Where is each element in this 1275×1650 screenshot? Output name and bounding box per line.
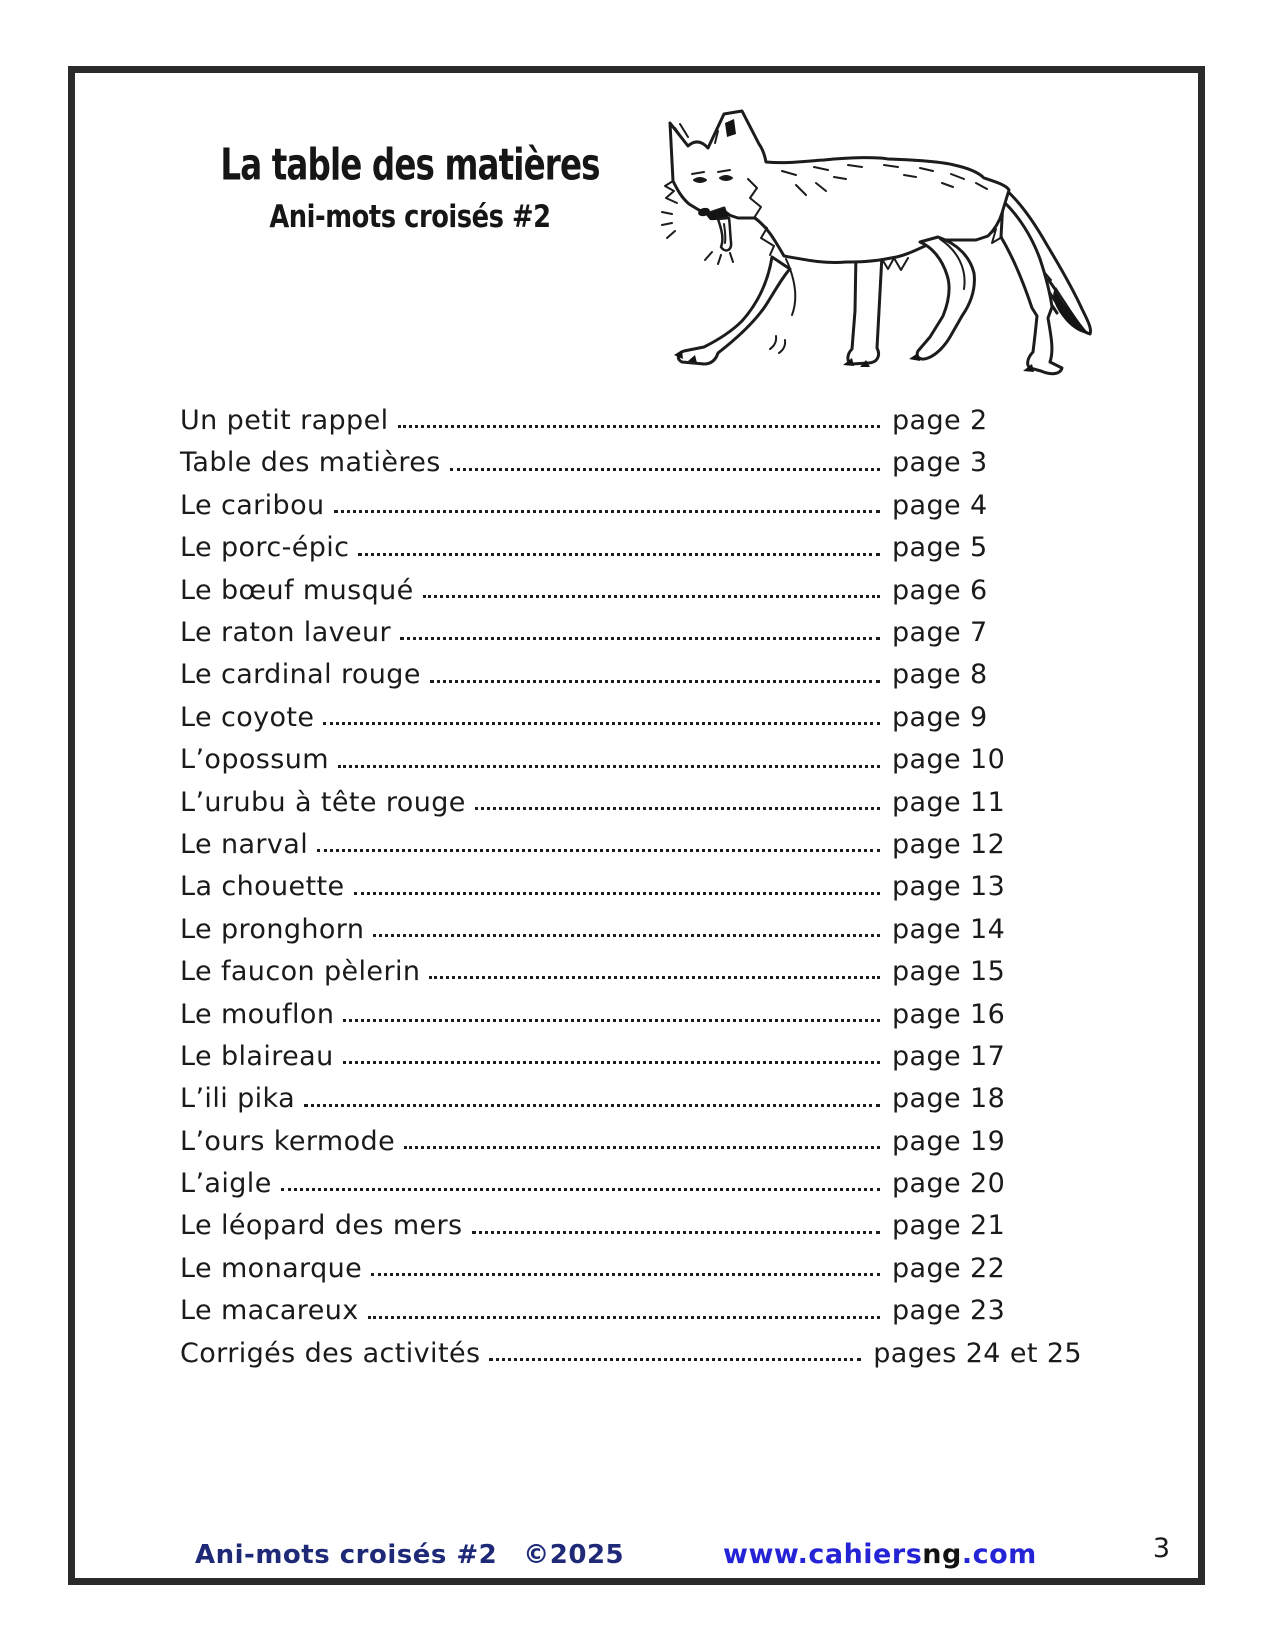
toc-leader-dots	[429, 976, 880, 979]
toc-row	[180, 524, 1082, 566]
toc-leader-dots	[423, 595, 880, 598]
title-block	[165, 139, 655, 235]
page-title: La table des matières	[220, 139, 600, 190]
toc-leader-dots	[371, 1273, 880, 1276]
toc-entry-page: page 12	[892, 828, 1006, 860]
toc-entry-label: L’opossum	[180, 744, 329, 776]
toc-leader-dots	[343, 1019, 880, 1022]
toc-leader-dots	[304, 1104, 880, 1107]
coyote-illustration-icon	[620, 87, 1100, 387]
toc-entry-page: page 15	[892, 956, 1006, 988]
toc-leader-dots	[430, 680, 880, 683]
toc-row	[180, 609, 1082, 651]
table-of-contents	[180, 397, 1082, 1372]
toc-entry-label: Le pronghorn	[180, 913, 365, 945]
toc-entry-label: Le macareux	[180, 1295, 359, 1327]
toc-entry-label: Le caribou	[180, 489, 325, 521]
toc-leader-dots	[354, 892, 880, 895]
toc-row	[180, 1287, 1082, 1329]
toc-leader-dots	[281, 1188, 880, 1191]
toc-leader-dots	[404, 1146, 880, 1149]
toc-row	[180, 1202, 1082, 1244]
toc-entry-label: Le narval	[180, 828, 309, 860]
toc-entry-page: page 8	[892, 659, 988, 691]
website-prefix: www.cahiers	[723, 1539, 923, 1570]
toc-row	[180, 482, 1082, 524]
toc-row	[180, 1330, 1082, 1372]
website-mid: ng	[922, 1539, 962, 1570]
toc-row	[180, 567, 1082, 609]
toc-leader-dots	[450, 468, 880, 471]
toc-entry-page: page 17	[892, 1040, 1006, 1072]
toc-row	[180, 694, 1082, 736]
toc-entry-page: page 23	[892, 1295, 1006, 1327]
footer-copyright: ©2025	[523, 1540, 625, 1570]
toc-leader-dots	[323, 722, 880, 725]
toc-row	[180, 1245, 1082, 1287]
toc-row	[180, 779, 1082, 821]
toc-entry-page: page 14	[892, 913, 1006, 945]
toc-entry-page: page 18	[892, 1083, 1006, 1115]
toc-entry-page: page 10	[892, 744, 1006, 776]
toc-entry-label: Table des matières	[180, 447, 441, 479]
page-border-frame	[68, 66, 1205, 1585]
toc-leader-dots	[373, 934, 880, 937]
toc-entry-label: Un petit rappel	[180, 405, 389, 437]
toc-entry-page: page 3	[892, 447, 988, 479]
toc-entry-label: Le blaireau	[180, 1040, 334, 1072]
toc-entry-page: page 9	[892, 701, 988, 733]
footer-booklet-title: Ani-mots croisés #2	[195, 1540, 498, 1570]
toc-entry-label: Le léopard des mers	[180, 1210, 463, 1242]
toc-leader-dots	[368, 1316, 880, 1319]
toc-leader-dots	[334, 510, 880, 513]
toc-row	[180, 439, 1082, 481]
toc-row	[180, 821, 1082, 863]
toc-entry-page: page 20	[892, 1168, 1006, 1200]
toc-leader-dots	[400, 637, 880, 640]
toc-entry-label: L’urubu à tête rouge	[180, 786, 466, 818]
footer-left	[195, 1540, 624, 1570]
toc-entry-page: page 19	[892, 1125, 1006, 1157]
toc-entry-label: Le faucon pèlerin	[180, 956, 421, 988]
toc-row	[180, 736, 1082, 778]
toc-entry-label: Le cardinal rouge	[180, 659, 421, 691]
toc-row	[180, 1160, 1082, 1202]
toc-row	[180, 948, 1082, 990]
toc-entry-page: page 22	[892, 1252, 1006, 1284]
toc-leader-dots	[358, 553, 880, 556]
toc-entry-label: La chouette	[180, 871, 345, 903]
toc-entry-page: page 4	[892, 489, 988, 521]
toc-leader-dots	[338, 765, 880, 768]
toc-entry-page: page 5	[892, 532, 988, 564]
toc-leader-dots	[343, 1061, 880, 1064]
toc-entry-page: page 13	[892, 871, 1006, 903]
toc-entry-page: page 7	[892, 617, 988, 648]
toc-entry-label: Corrigés des activités	[180, 1337, 481, 1369]
toc-row	[180, 863, 1082, 905]
page-number: 3	[1152, 1533, 1170, 1564]
toc-entry-page: page 21	[892, 1210, 1006, 1242]
toc-entry-page: pages 24 et 25	[873, 1337, 1082, 1369]
toc-entry-page: page 2	[892, 405, 988, 437]
toc-leader-dots	[398, 425, 881, 428]
toc-leader-dots	[475, 807, 880, 810]
toc-entry-label: Le coyote	[180, 701, 315, 733]
toc-entry-label: Le bœuf musqué	[180, 574, 414, 606]
toc-entry-page: page 16	[892, 998, 1006, 1030]
website-suffix: .com	[961, 1539, 1037, 1570]
toc-entry-page: page 11	[892, 786, 1006, 818]
footer-website	[723, 1539, 1037, 1570]
toc-entry-label: Le monarque	[180, 1252, 363, 1284]
toc-row	[180, 1075, 1082, 1117]
toc-row	[180, 1033, 1082, 1075]
toc-entry-label: Le porc-épic	[180, 532, 350, 564]
toc-row	[180, 397, 1082, 439]
toc-leader-dots	[489, 1358, 861, 1361]
toc-row	[180, 906, 1082, 948]
toc-entry-label: Le mouflon	[180, 998, 335, 1030]
toc-row	[180, 1118, 1082, 1160]
toc-row	[180, 651, 1082, 693]
toc-row	[180, 990, 1082, 1032]
toc-entry-page: page 6	[892, 574, 988, 606]
page-subtitle: Ani-mots croisés #2	[269, 198, 551, 235]
toc-leader-dots	[472, 1231, 880, 1234]
toc-leader-dots	[317, 849, 880, 852]
toc-entry-label: L’ours kermode	[180, 1125, 396, 1157]
toc-entry-label: Le raton laveur	[180, 617, 392, 648]
toc-entry-label: L’ili pika	[180, 1083, 296, 1115]
toc-entry-label: L’aigle	[180, 1168, 272, 1200]
